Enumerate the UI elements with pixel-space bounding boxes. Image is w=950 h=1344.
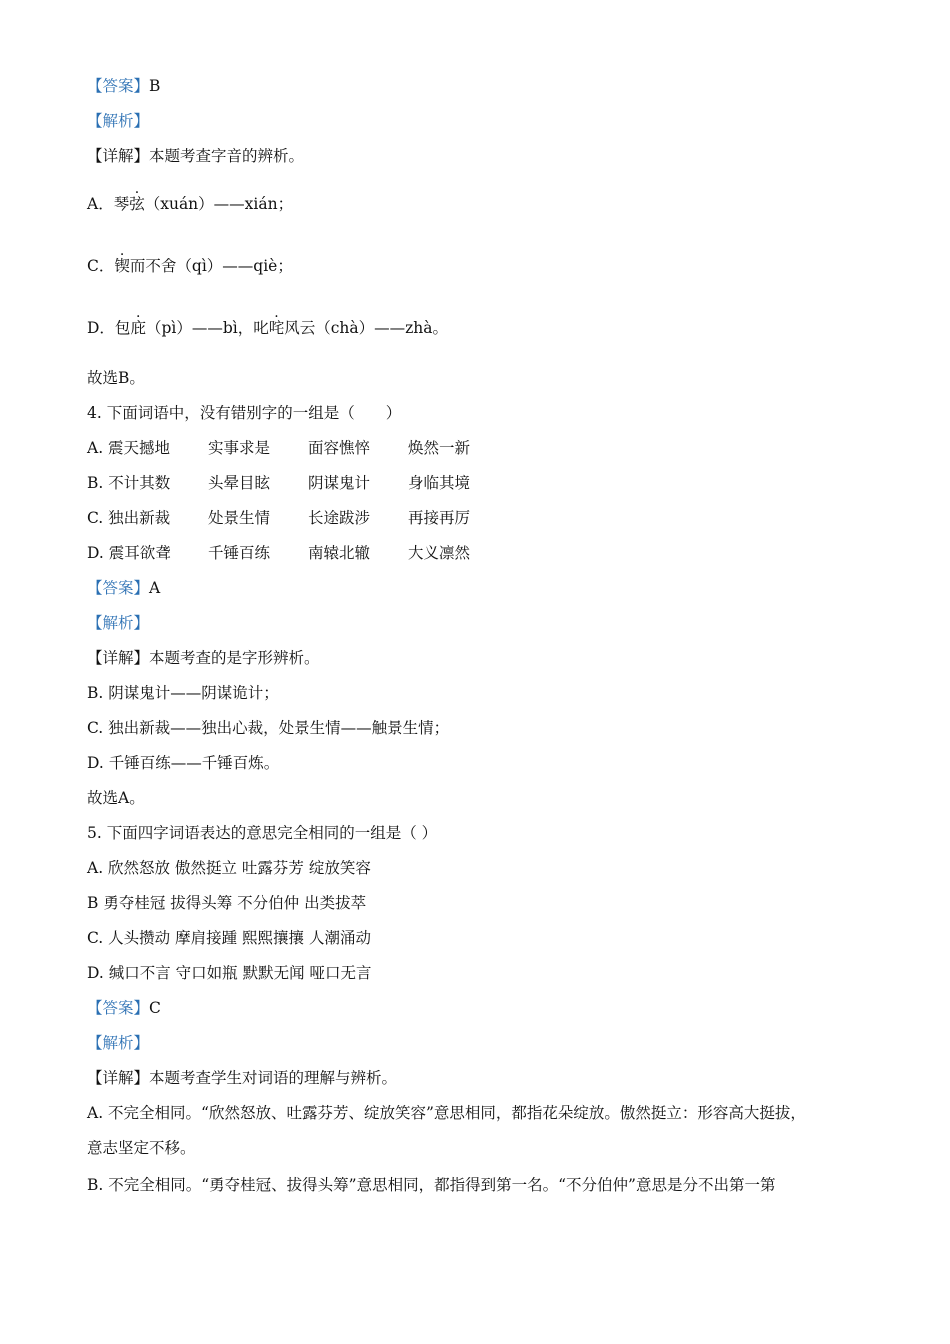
q4-d-word-1: D. 震耳欲聋 xyxy=(87,544,171,562)
q3-detail-text: 本题考查字音的辨析。 xyxy=(149,147,305,165)
q4-detail xyxy=(87,648,320,668)
q3-a-dotted-char: 弦 xyxy=(129,195,145,213)
q5-option-b: B 勇夺桂冠 拔得头筹 不分伯仲 出类拔萃 xyxy=(87,894,367,912)
q3-d-mid: （pì）——bì，叱 xyxy=(145,319,269,337)
q4-a-word-3: 面容憔悴 xyxy=(308,439,371,457)
answer-label: 【答案】 xyxy=(87,999,150,1017)
q4-c-word-3: 长途跋涉 xyxy=(308,509,371,527)
q4-question: 4. 下面词语中，没有错别字的一组是（ ） xyxy=(87,404,402,422)
q3-c-pre: C． xyxy=(87,257,115,275)
q5-option-d: D. 缄口不言 守口如瓶 默默无闻 哑口无言 xyxy=(87,964,372,982)
q5-answer-value: C xyxy=(149,999,161,1017)
q4-a-word-1: A. 震天撼地 xyxy=(87,439,171,457)
q4-b-word-4: 身临其境 xyxy=(408,474,471,492)
q3-detail xyxy=(87,146,304,166)
q4-c-word-2: 处景生情 xyxy=(208,509,271,527)
q3-d-dotted-char-2: 咤 xyxy=(268,319,285,337)
q5-answer xyxy=(87,998,161,1018)
q4-d-word-3: 南辕北辙 xyxy=(308,544,371,562)
q3-answer xyxy=(87,76,160,96)
q3-c-dotted-char: 锲 xyxy=(114,257,130,275)
q3-a-pre: A．琴 xyxy=(87,195,130,213)
q5-analysis-label: 【解析】 xyxy=(87,1034,150,1052)
q5-option-c: C. 人头攒动 摩肩接踵 熙熙攘攘 人潮涌动 xyxy=(87,929,371,947)
answer-label: 【答案】 xyxy=(87,77,150,95)
q5-detail-text: 本题考查学生对词语的理解与辨析。 xyxy=(149,1069,398,1087)
q3-note-c xyxy=(87,256,293,276)
q5-detail xyxy=(87,1068,397,1088)
q5-option-a: A. 欣然怒放 傲然挺立 吐露芬芳 绽放笑容 xyxy=(87,859,371,877)
q4-analysis-label: 【解析】 xyxy=(87,614,150,632)
detail-label: 【详解】 xyxy=(87,1069,150,1087)
q4-c-word-4: 再接再厉 xyxy=(408,509,471,527)
q3-d-post: 风云（chà）——zhà。 xyxy=(284,319,449,337)
q3-analysis-label: 【解析】 xyxy=(87,112,150,130)
q4-b-word-1: B. 不计其数 xyxy=(87,474,171,492)
q4-note-b: B. 阴谋鬼计——阴谋诡计； xyxy=(87,684,279,702)
q4-answer xyxy=(87,578,160,598)
q3-note-d xyxy=(87,318,448,338)
q4-note-d: D. 千锤百练——千锤百炼。 xyxy=(87,754,280,772)
q3-d-dotted-char-1: 庇 xyxy=(130,319,146,337)
q4-a-word-4: 焕然一新 xyxy=(408,439,471,457)
q5-note-b: B. 不完全相同。“勇夺桂冠、拔得头筹”意思相同，都指得到第一名。“不分伯仲”意思是分不出第一第 xyxy=(87,1176,776,1194)
q3-conclusion: 故选B。 xyxy=(87,369,145,387)
detail-label: 【详解】 xyxy=(87,147,150,165)
q4-d-word-4: 大义凛然 xyxy=(408,544,471,562)
q3-c-post: 而不舍（qì）——qiè； xyxy=(129,257,293,275)
q4-b-word-2: 头晕目眩 xyxy=(208,474,271,492)
q5-note-a-cont: 意志坚定不移。 xyxy=(87,1139,196,1157)
detail-label: 【详解】 xyxy=(87,649,150,667)
q3-d-pre: D．包 xyxy=(87,319,131,337)
q4-conclusion: 故选A。 xyxy=(87,789,145,807)
q3-a-post: （xuán）——xián； xyxy=(144,195,294,213)
q4-answer-value: A xyxy=(149,579,161,597)
q4-b-word-3: 阴谋鬼计 xyxy=(308,474,371,492)
q4-note-c: C. 独出新裁——独出心裁，处景生情——触景生情； xyxy=(87,719,450,737)
q4-d-word-2: 千锤百练 xyxy=(208,544,271,562)
q5-question: 5. 下面四字词语表达的意思完全相同的一组是（ ） xyxy=(87,824,438,842)
q3-answer-value: B xyxy=(149,77,161,95)
q3-note-a xyxy=(87,194,293,214)
q4-a-word-2: 实事求是 xyxy=(208,439,271,457)
q4-detail-text: 本题考查的是字形辨析。 xyxy=(149,649,320,667)
q5-note-a: A. 不完全相同。“欣然怒放、吐露芬芳、绽放笑容”意思相同，都指花朵绽放。傲然挺立：形容高大挺拔， xyxy=(87,1104,806,1122)
answer-label: 【答案】 xyxy=(87,579,150,597)
q4-c-word-1: C. 独出新裁 xyxy=(87,509,171,527)
